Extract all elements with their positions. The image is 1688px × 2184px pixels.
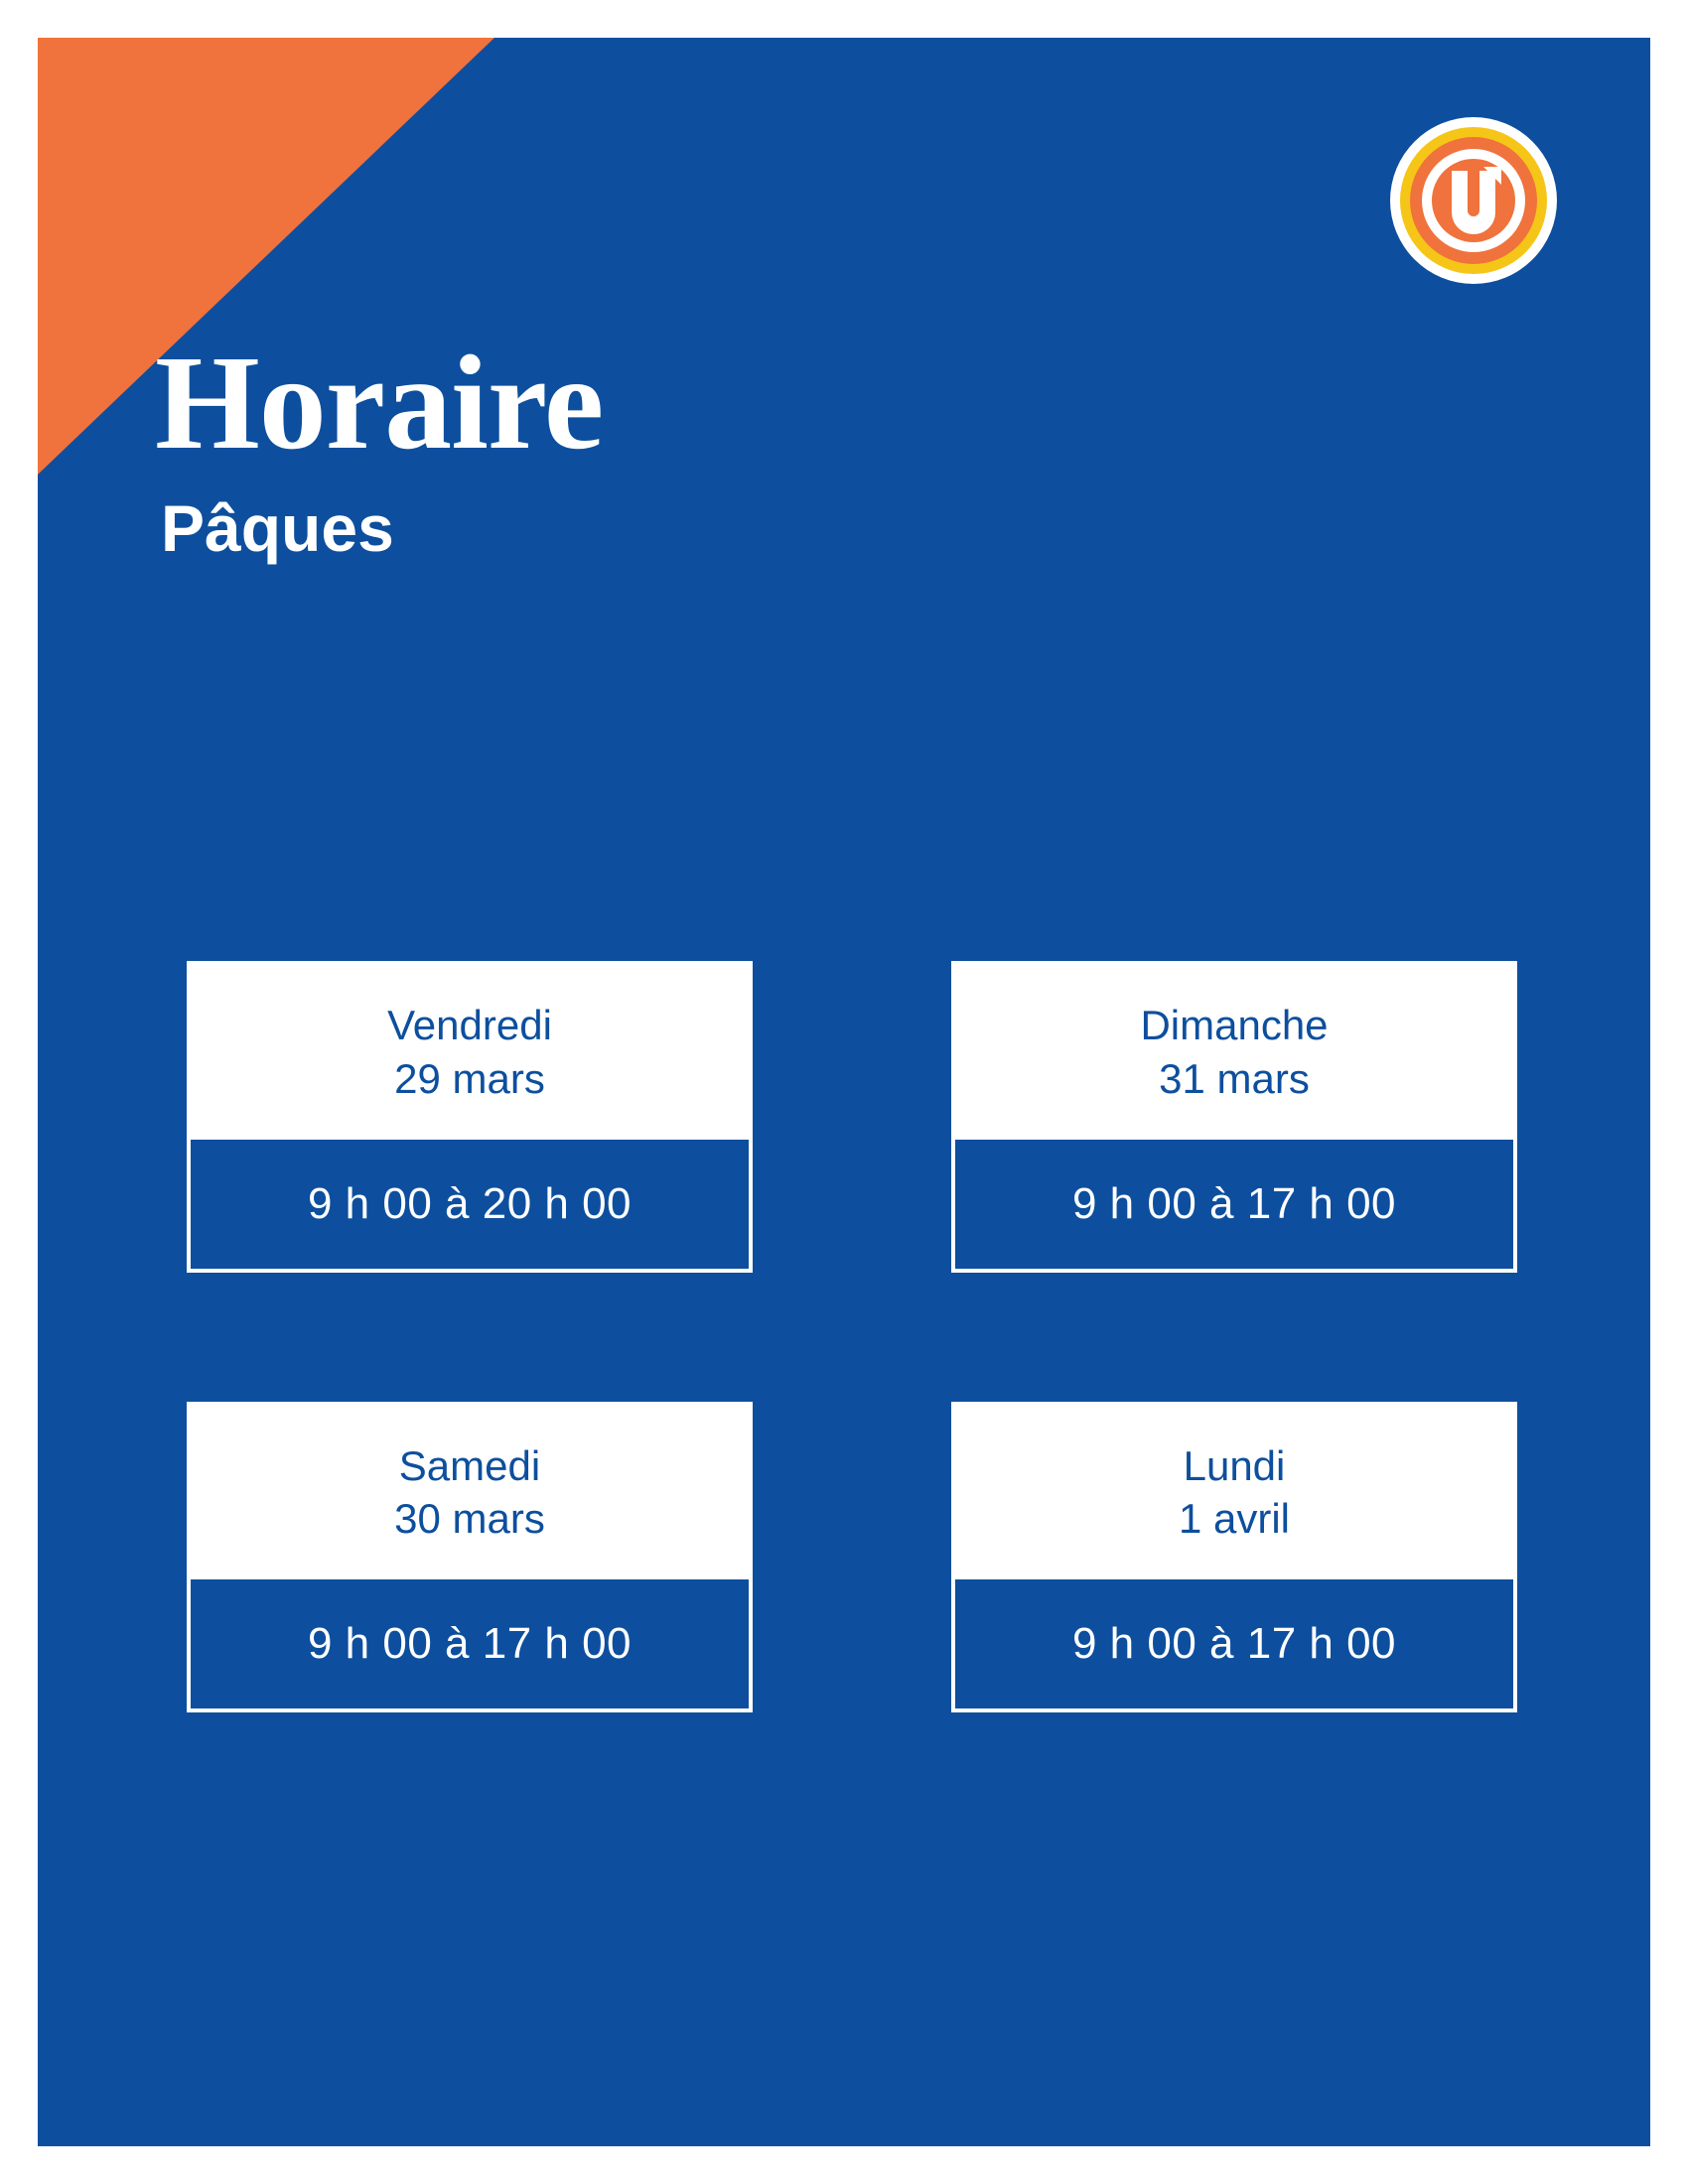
schedule-hours: 9 h 00 à 17 h 00: [191, 1575, 749, 1708]
schedule-day: Vendredi: [387, 1002, 552, 1048]
schedule-card-header: [191, 965, 749, 1136]
schedule-day: Lundi: [1183, 1441, 1286, 1489]
title-block: [155, 329, 1148, 565]
schedule-card: [951, 1402, 1517, 1713]
schedule-day: Dimanche: [1140, 1002, 1329, 1048]
schedule-hours: 9 h 00 à 17 h 00: [955, 1136, 1513, 1269]
schedule-day: Samedi: [398, 1441, 541, 1489]
schedule-card: [187, 1402, 753, 1713]
schedule-card: [951, 961, 1517, 1273]
page-subtitle: Pâques: [161, 491, 394, 565]
schedule-date: 1 avril: [1178, 1495, 1291, 1543]
schedule-card-header: [955, 1406, 1513, 1576]
schedule-grid: [187, 961, 1517, 1712]
poster-canvas: [38, 38, 1650, 2146]
schedule-hours: 9 h 00 à 17 h 00: [955, 1575, 1513, 1708]
schedule-hours: 9 h 00 à 20 h 00: [191, 1136, 749, 1269]
schedule-date: 29 mars: [394, 1054, 545, 1102]
university-logo: [1388, 115, 1559, 286]
schedule-date: 31 mars: [1159, 1054, 1310, 1102]
schedule-card: [187, 961, 753, 1273]
page-title: Horaire: [155, 329, 604, 478]
schedule-card-header: [191, 1406, 749, 1576]
schedule-card-header: [955, 965, 1513, 1136]
schedule-date: 30 mars: [394, 1495, 545, 1543]
